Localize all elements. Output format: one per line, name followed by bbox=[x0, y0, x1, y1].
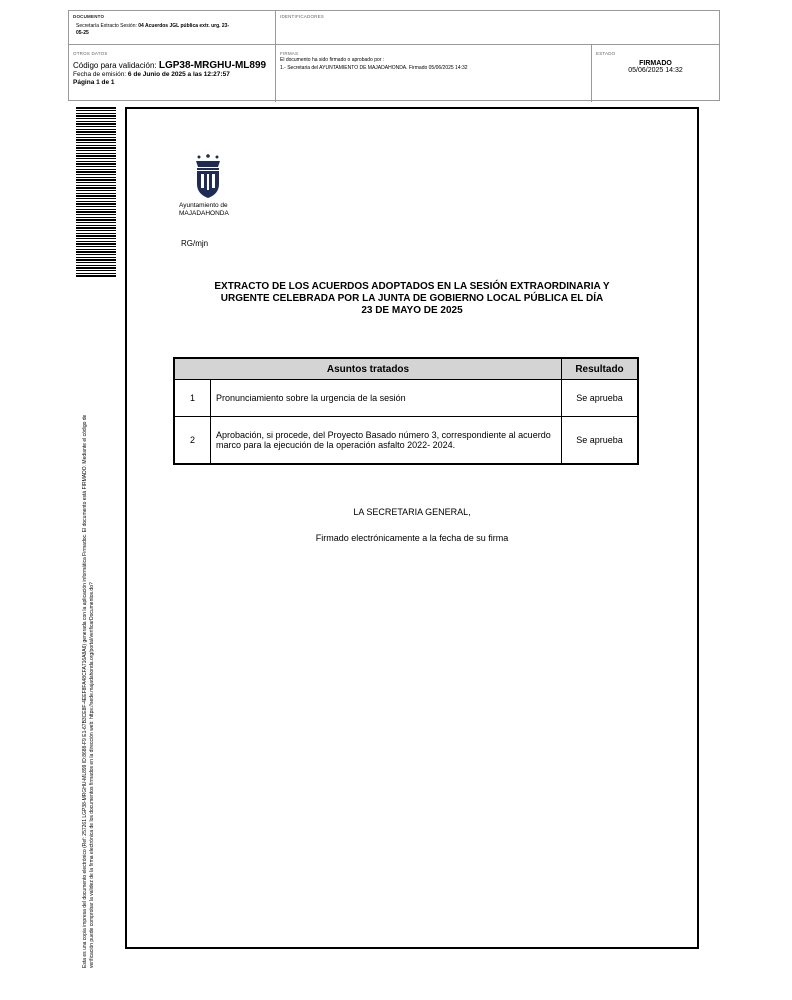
document-header bbox=[68, 10, 720, 101]
header-asuntos: Asuntos tratados bbox=[174, 358, 562, 380]
table-header-row bbox=[174, 358, 638, 380]
header-resultado: Resultado bbox=[562, 358, 639, 380]
table-row bbox=[174, 417, 638, 465]
codigo-value: LGP38-MRGHU-ML899 bbox=[158, 60, 267, 71]
logo-text bbox=[179, 202, 245, 217]
estado-date: 05/06/2025 14:32 bbox=[628, 67, 683, 74]
firmado-electronicamente: Firmado electrónicamente a la fecha de su firma bbox=[315, 533, 509, 543]
verification-side-text bbox=[82, 300, 96, 968]
codigo-validacion bbox=[73, 60, 271, 71]
title-line-2: URGENTE CELEBRADA POR LA JUNTA DE GOBIERNO LOCAL PÚBLICA EL DÍA bbox=[220, 293, 604, 304]
firmas-line-1: El documento ha sido firmado o aprobado por : bbox=[280, 57, 385, 63]
documento-cell bbox=[69, 11, 276, 45]
documento-title-prefix: Secretaría Extracto Sesión: bbox=[76, 23, 139, 29]
documento-label: DOCUMENTO bbox=[73, 14, 105, 19]
document-title bbox=[187, 281, 637, 317]
firmas-line-2: 1.- Secretaria del AYUNTAMIENTO DE MAJADAHONDA. Firmado 05/06/2025 14:32 bbox=[280, 65, 468, 71]
fecha-value: 6 de Junio de 2025 a las 12:27:57 bbox=[127, 71, 230, 78]
firmas-cell bbox=[276, 45, 592, 102]
acuerdos-table bbox=[173, 357, 639, 465]
pagina-value: Página 1 de 1 bbox=[73, 79, 115, 86]
ayuntamiento-logo bbox=[179, 154, 245, 217]
otros-datos-cell bbox=[69, 45, 276, 102]
codigo-prefix: Código para validación: bbox=[73, 61, 159, 70]
logo-line-1: Ayuntamiento de bbox=[179, 202, 228, 209]
title-line-1: EXTRACTO DE LOS ACUERDOS ADOPTADOS EN LA SESIÓN EXTRAORDINARIA Y bbox=[214, 281, 610, 292]
row-resultado: Se aprueba bbox=[562, 417, 639, 465]
coat-of-arms-icon bbox=[193, 154, 223, 199]
row-number: 2 bbox=[174, 417, 211, 465]
row-asunto: Pronunciamiento sobre la urgencia de la sesión bbox=[211, 380, 562, 417]
otros-datos-label: OTROS DATOS bbox=[73, 51, 108, 56]
pagina-info bbox=[73, 79, 271, 87]
table-row bbox=[174, 380, 638, 417]
firmas-label: FIRMAS bbox=[280, 51, 299, 56]
estado-cell bbox=[592, 45, 719, 102]
documento-title bbox=[76, 23, 236, 37]
fecha-emision bbox=[73, 71, 271, 79]
secretaria-general: LA SECRETARIA GENERAL, bbox=[353, 507, 471, 517]
document-page bbox=[125, 107, 699, 949]
barcode-image bbox=[76, 107, 116, 277]
estado-label: ESTADO bbox=[596, 51, 616, 56]
identificadores-label: IDENTIFICADORES bbox=[280, 14, 325, 19]
side-text-line-1: Esta es una copia impresa del documento electrónico (Ref: 257261 LGP38-MRGHU-ML899 ID:8688-F9 E1-67B3CE8F-4EEF8FA48CFA716A8A6) generada con la aplicación informática Firmadoc. El documento está FIRMADO. Mediante el código de bbox=[82, 414, 88, 968]
identificadores-cell bbox=[276, 11, 719, 45]
row-asunto: Aprobación, si procede, del Proyecto Basado número 3, correspondiente al acuerdo marco para la ejecución de la operación asfalto 2022- 2024. bbox=[211, 417, 562, 465]
row-number: 1 bbox=[174, 380, 211, 417]
reference-initials: RG/mjn bbox=[181, 239, 209, 248]
row-resultado: Se aprueba bbox=[562, 380, 639, 417]
title-line-3: 23 DE MAYO DE 2025 bbox=[361, 305, 463, 316]
logo-line-2: MAJADAHONDA bbox=[179, 209, 229, 217]
side-text-line-2: verificación puede comprobar la validez de la firma electrónica de los documentos firmados en la dirección web: https://sede.majadahonda.org/portal/verificarDocumentos.do? bbox=[89, 582, 95, 968]
estado-status: FIRMADO bbox=[639, 60, 672, 67]
documento-title-bold: 04 Acuerdos JGL pública extr. urg. 23-05-25 bbox=[76, 23, 230, 36]
fecha-prefix: Fecha de emisión: bbox=[73, 71, 128, 78]
